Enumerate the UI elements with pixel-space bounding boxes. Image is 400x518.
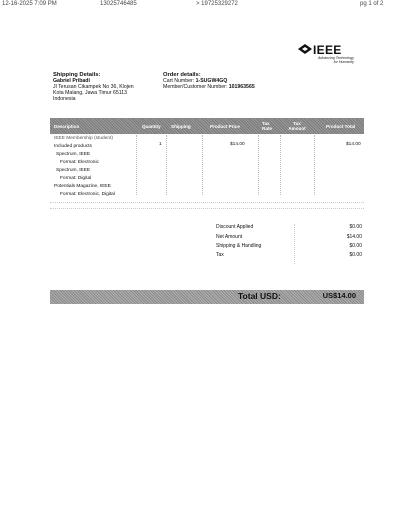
column-divider [202, 135, 203, 195]
column-divider [258, 135, 259, 195]
tax-value: $0.00 [349, 252, 362, 258]
discount-label: Discount Applied [216, 224, 254, 230]
row-divider [50, 202, 364, 203]
order-title: Order details: [163, 72, 201, 78]
list-item: Potentials Magazine, IEEE [54, 184, 111, 189]
fax-header [0, 1, 400, 10]
col-description: Description [54, 124, 80, 129]
total-usd-label: Total USD: [238, 291, 281, 301]
member-number: 101963565 [228, 84, 255, 90]
totals-divider [294, 224, 296, 264]
cart-number: 1-SUGW4GQ [195, 78, 228, 84]
shipping-handling-label: Shipping & Handling [216, 243, 262, 249]
col-product-total: Product Total [326, 124, 356, 129]
net-amount-label: Net Amount [216, 234, 243, 240]
col-quantity: Quantity [142, 124, 161, 129]
list-item: Spectrum, IEEE [56, 168, 91, 173]
order-details [163, 72, 255, 90]
net-amount-value: $14.00 [346, 234, 362, 240]
column-divider [136, 135, 137, 195]
line-items [50, 135, 364, 209]
fax-datetime: 12-16-2025 7:09 PM [2, 1, 57, 7]
list-item: Format: Electronic, Digital [60, 192, 115, 197]
column-divider [280, 135, 281, 195]
col-tax-rate: Tax Rate [262, 121, 272, 131]
col-product-price: Product Price [210, 124, 240, 129]
shipping-name: Gabriel Pribadi [53, 78, 90, 84]
shipping-country: Indonesia [53, 96, 76, 102]
discount-value: $0.00 [349, 224, 362, 230]
table-row-total: $14.00 [346, 142, 361, 147]
col-tax-amount: Tax Amount [288, 121, 306, 131]
list-item: Spectrum, IEEE [56, 152, 91, 157]
member-number-line: Member/Customer Number: 101963565 [163, 84, 255, 90]
table-row-price: $14.00 [230, 142, 245, 147]
shipping-address-line2: Kota Malang, Jawa Timur 65113 [53, 90, 128, 96]
list-item: Format: Electronic [60, 160, 99, 165]
fax-to-number: > 19725329272 [196, 1, 238, 7]
shipping-handling-value: $0.00 [349, 243, 362, 249]
fax-from-number: 13025746485 [100, 1, 137, 7]
table-row-quantity: 1 [159, 142, 162, 147]
total-usd-value: US$14.00 [322, 291, 356, 300]
column-divider [166, 135, 167, 195]
ieee-diamond-icon [298, 44, 312, 54]
shipping-details [53, 72, 134, 102]
shipping-title: Shipping Details: [53, 72, 101, 78]
shipping-address-line1: Jl Terusan Cikampek No 36, Klojen [53, 84, 134, 90]
logo-tagline: Advancing Technology for Humanity [317, 56, 354, 65]
grand-total-bar [50, 290, 364, 304]
col-shipping: Shipping [171, 124, 191, 129]
tax-label: Tax [216, 252, 224, 258]
fax-page-count: pg 1 of 2 [360, 1, 384, 7]
column-divider [314, 135, 315, 195]
list-item: Included products [54, 144, 92, 149]
row-divider [50, 208, 364, 209]
logo-brand: IEEE [313, 43, 342, 57]
table-header [50, 118, 364, 134]
table-row-description: IEEE Membership (student) [54, 136, 113, 141]
list-item: Format: Digital [60, 176, 92, 181]
cart-number-line: Cart Number: 1-SUGW4GQ [163, 78, 228, 84]
